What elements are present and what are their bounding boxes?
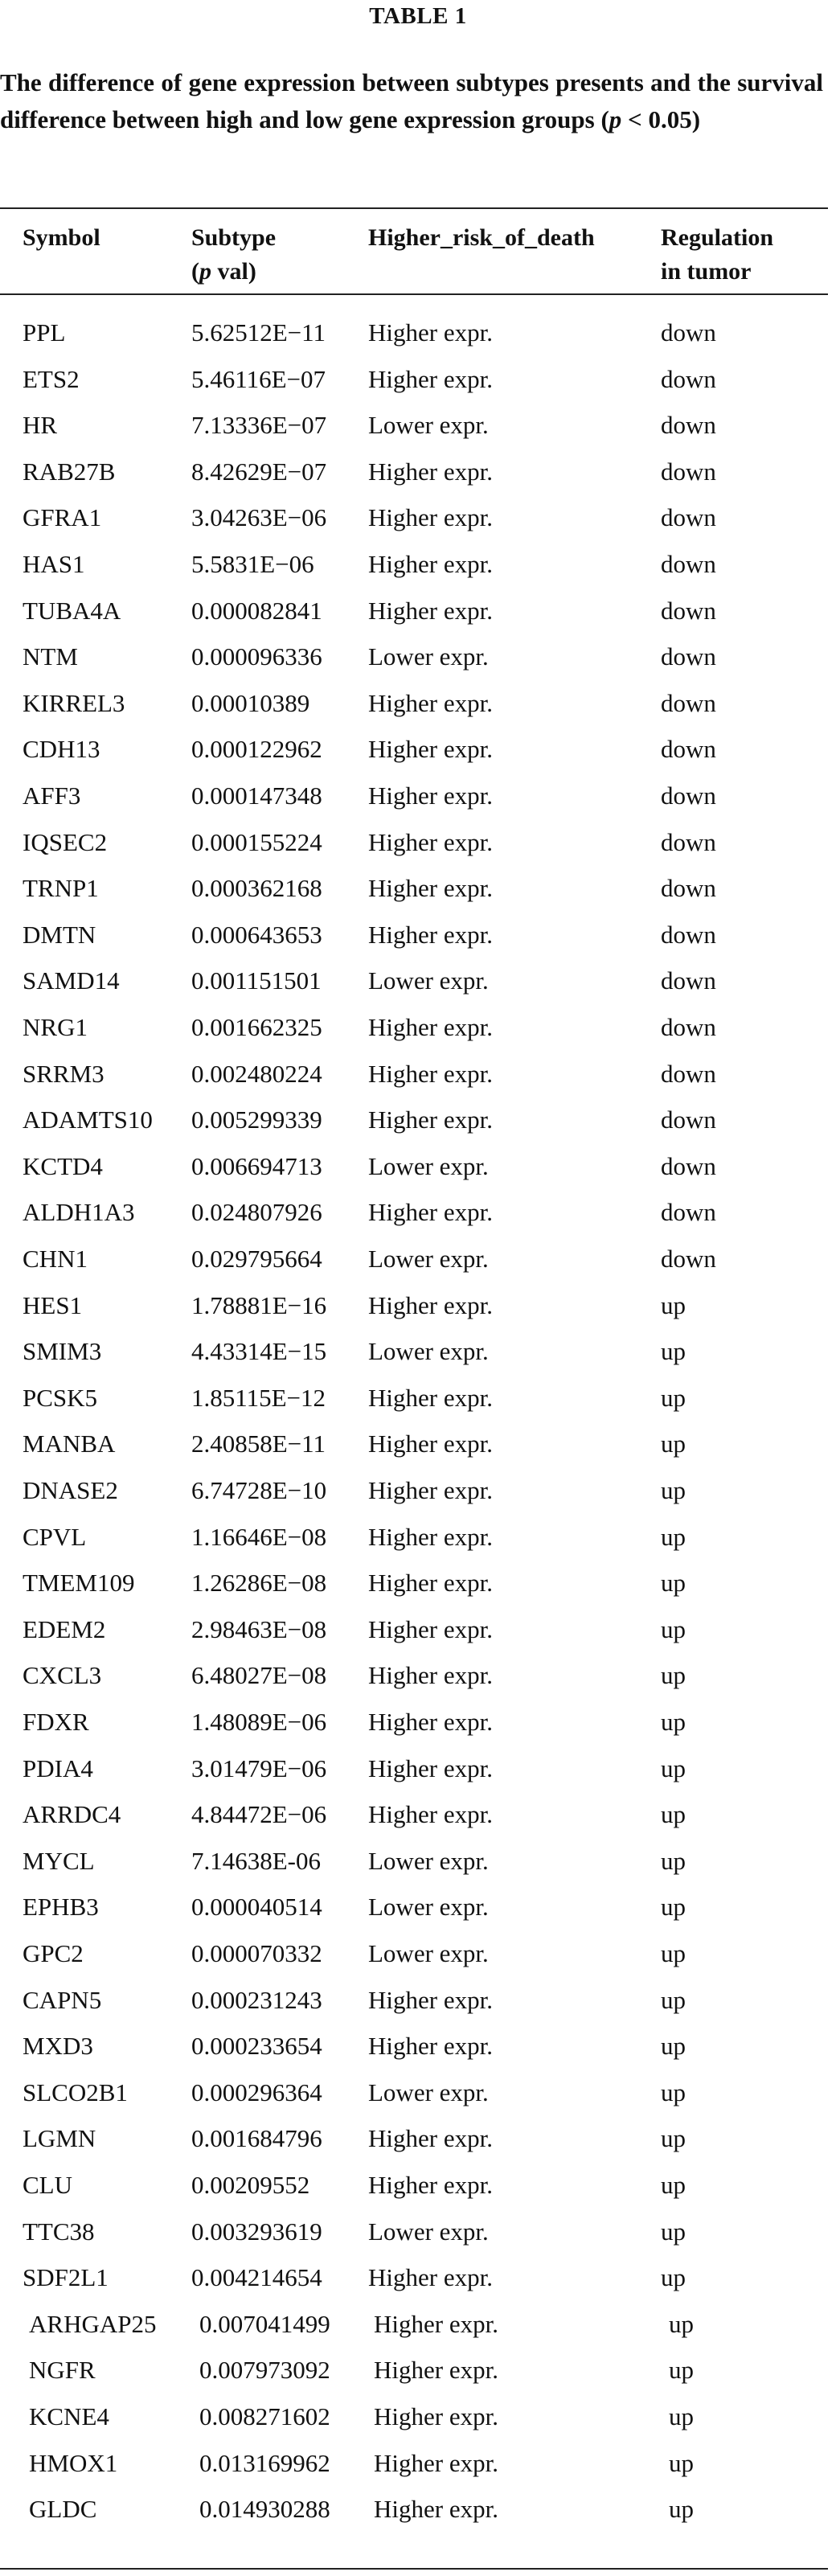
cell-risk: Higher expr. (368, 2032, 493, 2060)
table-row (0, 2214, 828, 2262)
cell-subtype-pval: 0.000296364 (191, 2078, 322, 2106)
cell-regulation: down (661, 597, 716, 625)
table-row (0, 2121, 828, 2168)
header-regulation-line1: Regulation (661, 224, 774, 251)
table-row (0, 454, 828, 502)
cell-symbol: PPL (23, 318, 66, 347)
cell-risk: Lower expr. (368, 1337, 489, 1365)
cell-regulation: up (669, 2449, 694, 2477)
table-row (0, 1844, 828, 1891)
cell-symbol: MXD3 (23, 2032, 93, 2060)
cell-risk: Lower expr. (368, 2078, 489, 2106)
cell-subtype-pval: 0.005299339 (191, 1105, 322, 1134)
cell-symbol: KIRREL3 (23, 689, 125, 717)
header-symbol: Symbol (23, 224, 100, 251)
cell-symbol: PCSK5 (23, 1384, 98, 1412)
cell-subtype-pval: 0.024807926 (191, 1198, 322, 1226)
cell-regulation: up (669, 2310, 694, 2338)
cell-risk: Higher expr. (368, 689, 493, 717)
cell-symbol: HMOX1 (29, 2449, 118, 2477)
table-row (0, 408, 828, 455)
cell-symbol: SAMD14 (23, 966, 120, 995)
cell-subtype-pval: 3.04263E−06 (191, 503, 327, 531)
cell-symbol: SMIM3 (23, 1337, 102, 1365)
cell-risk: Higher expr. (368, 1013, 493, 1041)
cell-subtype-pval: 1.85115E−12 (191, 1384, 326, 1412)
cell-symbol: MANBA (23, 1430, 116, 1458)
cell-risk: Lower expr. (368, 1245, 489, 1273)
cell-symbol: NRG1 (23, 1013, 88, 1041)
cell-regulation: up (661, 2078, 686, 2106)
cell-regulation: up (661, 1893, 686, 1921)
header-subtype-line1: Subtype (191, 224, 277, 251)
cell-regulation: down (661, 1152, 716, 1180)
cell-subtype-pval: 0.000155224 (191, 828, 322, 856)
cell-regulation: down (661, 365, 716, 393)
cell-subtype-pval: 0.014930288 (199, 2495, 330, 2523)
table-row (0, 1241, 828, 1289)
cell-regulation: up (661, 1847, 686, 1875)
table-row (0, 1704, 828, 1752)
cell-risk: Lower expr. (368, 1152, 489, 1180)
cell-risk: Higher expr. (374, 2310, 498, 2338)
header-risk: Higher_risk_of_death (368, 224, 595, 251)
cell-risk: Lower expr. (368, 966, 489, 995)
table-row (0, 732, 828, 779)
cell-risk: Higher expr. (368, 1291, 493, 1319)
cell-symbol: ETS2 (23, 365, 80, 393)
cell-symbol: CXCL3 (23, 1661, 102, 1689)
cell-subtype-pval: 0.001684796 (191, 2124, 322, 2152)
cell-regulation: up (661, 1291, 686, 1319)
cell-risk: Higher expr. (368, 1569, 493, 1597)
cell-subtype-pval: 0.003293619 (191, 2217, 322, 2246)
table-row (0, 2352, 828, 2400)
cell-risk: Higher expr. (368, 735, 493, 763)
cell-subtype-pval: 1.16646E−08 (191, 1523, 327, 1551)
cell-regulation: down (661, 1245, 716, 1273)
top-rule (0, 207, 828, 209)
cell-symbol: TRNP1 (23, 874, 99, 902)
cell-risk: Higher expr. (368, 2124, 493, 2152)
header-regulation (661, 221, 773, 289)
cell-risk: Higher expr. (368, 1060, 493, 1088)
table-row (0, 963, 828, 1011)
table-row (0, 315, 828, 363)
table-row (0, 639, 828, 687)
cell-regulation: up (661, 1569, 686, 1597)
cell-risk: Higher expr. (374, 2449, 498, 2477)
cell-regulation: up (661, 1800, 686, 1828)
cell-risk: Higher expr. (368, 318, 493, 347)
table-row (0, 778, 828, 826)
cell-subtype-pval: 0.000233654 (191, 2032, 322, 2060)
cell-risk: Higher expr. (368, 874, 493, 902)
cell-symbol: MYCL (23, 1847, 95, 1875)
cell-regulation: up (661, 1661, 686, 1689)
cell-symbol: FDXR (23, 1708, 89, 1736)
cell-risk: Higher expr. (368, 1754, 493, 1782)
cell-risk: Higher expr. (368, 2171, 493, 2199)
cell-subtype-pval: 4.84472E−06 (191, 1800, 327, 1828)
table-caption (0, 64, 823, 138)
cell-risk: Higher expr. (368, 1105, 493, 1134)
header-subtype-line2 (191, 255, 276, 289)
cell-symbol: HAS1 (23, 550, 85, 578)
cell-risk: Higher expr. (368, 1523, 493, 1551)
table-row (0, 1612, 828, 1659)
cell-subtype-pval: 0.002480224 (191, 1060, 322, 1088)
cell-regulation: down (661, 1013, 716, 1041)
cell-subtype-pval: 0.000096336 (191, 642, 322, 671)
table-row (0, 825, 828, 872)
cell-subtype-pval: 5.46116E−07 (191, 365, 326, 393)
cell-regulation: down (661, 411, 716, 439)
cell-subtype-pval: 1.48089E−06 (191, 1708, 327, 1736)
cell-regulation: down (661, 642, 716, 671)
cell-subtype-pval: 1.26286E−08 (191, 1569, 327, 1597)
cell-symbol: TUBA4A (23, 597, 121, 625)
cell-risk: Higher expr. (368, 457, 493, 486)
cell-symbol: NGFR (29, 2356, 96, 2384)
cell-subtype-pval: 0.013169962 (199, 2449, 330, 2477)
cell-risk: Higher expr. (368, 2263, 493, 2291)
table-row (0, 2492, 828, 2539)
cell-symbol: CHN1 (23, 1245, 88, 1273)
cell-symbol: SRRM3 (23, 1060, 104, 1088)
cell-risk: Lower expr. (368, 2217, 489, 2246)
cell-risk: Lower expr. (368, 411, 489, 439)
cell-risk: Higher expr. (368, 1384, 493, 1412)
cell-symbol: DNASE2 (23, 1476, 118, 1504)
cell-subtype-pval: 0.000082841 (191, 597, 322, 625)
table-row (0, 547, 828, 594)
cell-risk: Higher expr. (368, 1198, 493, 1226)
table-row (0, 1149, 828, 1196)
cell-symbol: HES1 (23, 1291, 83, 1319)
cell-subtype-pval: 6.48027E−08 (191, 1661, 327, 1689)
cell-symbol: ARRDC4 (23, 1800, 121, 1828)
cell-subtype-pval: 0.000070332 (191, 1939, 322, 1967)
cell-symbol: ADAMTS10 (23, 1105, 153, 1134)
cell-regulation: up (661, 1615, 686, 1643)
table-row (0, 1473, 828, 1520)
cell-risk: Higher expr. (368, 1661, 493, 1689)
cell-risk: Higher expr. (368, 1615, 493, 1643)
table-label: TABLE 1 (369, 3, 467, 29)
cell-risk: Higher expr. (368, 1986, 493, 2014)
cell-regulation: down (661, 457, 716, 486)
cell-subtype-pval: 0.001151501 (191, 966, 322, 995)
cell-symbol: SDF2L1 (23, 2263, 109, 2291)
table-row (0, 686, 828, 733)
cell-subtype-pval: 8.42629E−07 (191, 457, 327, 486)
cell-symbol: ALDH1A3 (23, 1198, 135, 1226)
cell-symbol: HR (23, 411, 58, 439)
caption-p-symbol: p (609, 105, 622, 133)
table-row (0, 1380, 828, 1428)
cell-regulation: down (661, 921, 716, 949)
cell-symbol: CPVL (23, 1523, 87, 1551)
cell-regulation: down (661, 689, 716, 717)
cell-regulation: down (661, 503, 716, 531)
cell-regulation: down (661, 1060, 716, 1088)
table-row (0, 1751, 828, 1799)
cell-subtype-pval: 7.14638E-06 (191, 1847, 322, 1875)
cell-symbol: NTM (23, 642, 78, 671)
cell-risk: Higher expr. (368, 828, 493, 856)
table-row (0, 917, 828, 965)
table-row (0, 1195, 828, 1242)
cell-regulation: up (669, 2356, 694, 2384)
cell-symbol: DMTN (23, 921, 96, 949)
table-row (0, 1010, 828, 1057)
cell-subtype-pval: 0.000040514 (191, 1893, 322, 1921)
cell-subtype-pval: 0.000362168 (191, 874, 322, 902)
cell-regulation: up (661, 2124, 686, 2152)
cell-subtype-pval: 2.40858E−11 (191, 1430, 326, 1458)
cell-regulation: up (661, 1986, 686, 2014)
cell-risk: Higher expr. (368, 781, 493, 810)
table-row (0, 2075, 828, 2123)
cell-symbol: EPHB3 (23, 1893, 99, 1921)
cell-risk: Higher expr. (368, 365, 493, 393)
cell-regulation: up (661, 1939, 686, 1967)
cell-regulation: up (661, 1384, 686, 1412)
cell-subtype-pval: 0.00209552 (191, 2171, 310, 2199)
cell-symbol: AFF3 (23, 781, 81, 810)
bottom-rule (0, 2568, 828, 2570)
table-row (0, 1658, 828, 1705)
table-row (0, 1426, 828, 1474)
table-row (0, 1565, 828, 1613)
cell-subtype-pval: 0.008271602 (199, 2402, 330, 2430)
cell-symbol: CAPN5 (23, 1986, 102, 2014)
table-row (0, 1288, 828, 1335)
cell-regulation: up (661, 2263, 686, 2291)
header-subtype (191, 221, 276, 289)
cell-risk: Higher expr. (374, 2402, 498, 2430)
cell-subtype-pval: 5.62512E−11 (191, 318, 326, 347)
cell-regulation: down (661, 550, 716, 578)
cell-regulation: up (661, 2171, 686, 2199)
table-row (0, 2260, 828, 2307)
cell-risk: Higher expr. (368, 921, 493, 949)
cell-regulation: down (661, 874, 716, 902)
cell-symbol: PDIA4 (23, 1754, 93, 1782)
cell-regulation: down (661, 966, 716, 995)
cell-risk: Lower expr. (368, 1893, 489, 1921)
cell-regulation: up (661, 1476, 686, 1504)
table-row (0, 500, 828, 548)
table-row (0, 1889, 828, 1937)
table-row (0, 362, 828, 409)
cell-risk: Higher expr. (368, 550, 493, 578)
cell-regulation: down (661, 828, 716, 856)
cell-subtype-pval: 0.000147348 (191, 781, 322, 810)
cell-symbol: KCTD4 (23, 1152, 103, 1180)
cell-regulation: up (661, 1708, 686, 1736)
cell-risk: Lower expr. (368, 642, 489, 671)
cell-symbol: SLCO2B1 (23, 2078, 128, 2106)
cell-risk: Lower expr. (368, 1847, 489, 1875)
cell-regulation: up (669, 2402, 694, 2430)
cell-symbol: GLDC (29, 2495, 97, 2523)
cell-symbol: TTC38 (23, 2217, 95, 2246)
header-subtype-open: ( (191, 258, 199, 285)
cell-subtype-pval: 3.01479E−06 (191, 1754, 327, 1782)
table-row (0, 1983, 828, 2030)
cell-risk: Higher expr. (368, 597, 493, 625)
cell-regulation: up (661, 1754, 686, 1782)
table-row (0, 2168, 828, 2215)
cell-regulation: down (661, 1105, 716, 1134)
header-regulation-line2: in tumor (661, 258, 752, 285)
table-row (0, 1797, 828, 1844)
cell-subtype-pval: 2.98463E−08 (191, 1615, 327, 1643)
table-row (0, 2307, 828, 2354)
table-row (0, 1056, 828, 1104)
cell-regulation: down (661, 1198, 716, 1226)
cell-risk: Lower expr. (368, 1939, 489, 1967)
table-row (0, 2446, 828, 2493)
header-subtype-p: p (199, 258, 211, 285)
cell-symbol: GPC2 (23, 1939, 84, 1967)
cell-subtype-pval: 0.007041499 (199, 2310, 330, 2338)
cell-subtype-pval: 0.004214654 (191, 2263, 322, 2291)
cell-symbol: RAB27B (23, 457, 116, 486)
cell-symbol: LGMN (23, 2124, 96, 2152)
caption-text: The difference of gene expression between subtypes presents and the survival difference between high and low gene expression groups ( (0, 68, 823, 133)
cell-subtype-pval: 1.78881E−16 (191, 1291, 327, 1319)
cell-risk: Higher expr. (368, 503, 493, 531)
cell-symbol: TMEM109 (23, 1569, 135, 1597)
cell-risk: Higher expr. (374, 2495, 498, 2523)
cell-symbol: GFRA1 (23, 503, 102, 531)
cell-symbol: KCNE4 (29, 2402, 109, 2430)
cell-symbol: EDEM2 (23, 1615, 106, 1643)
cell-regulation: down (661, 781, 716, 810)
cell-subtype-pval: 6.74728E−10 (191, 1476, 327, 1504)
table-row (0, 1334, 828, 1381)
cell-subtype-pval: 4.43314E−15 (191, 1337, 327, 1365)
cell-regulation: up (661, 1430, 686, 1458)
cell-subtype-pval: 0.029795664 (191, 1245, 322, 1273)
cell-symbol: ARHGAP25 (29, 2310, 157, 2338)
cell-subtype-pval: 0.000122962 (191, 735, 322, 763)
cell-subtype-pval: 7.13336E−07 (191, 411, 327, 439)
cell-symbol: CDH13 (23, 735, 100, 763)
cell-symbol: IQSEC2 (23, 828, 108, 856)
cell-subtype-pval: 0.007973092 (199, 2356, 330, 2384)
cell-risk: Higher expr. (368, 1430, 493, 1458)
table-row (0, 2399, 828, 2447)
table-row (0, 1102, 828, 1150)
cell-subtype-pval: 0.006694713 (191, 1152, 322, 1180)
table-row (0, 2028, 828, 2076)
table-row (0, 1936, 828, 1983)
header-subtype-rest: val) (211, 258, 256, 285)
cell-subtype-pval: 0.00010389 (191, 689, 310, 717)
cell-risk: Higher expr. (368, 1800, 493, 1828)
cell-subtype-pval: 0.000643653 (191, 921, 322, 949)
caption-threshold: < 0.05) (621, 105, 701, 133)
cell-regulation: up (661, 1523, 686, 1551)
cell-subtype-pval: 0.001662325 (191, 1013, 322, 1041)
cell-regulation: up (661, 2217, 686, 2246)
cell-regulation: down (661, 735, 716, 763)
cell-risk: Higher expr. (368, 1476, 493, 1504)
header-rule (0, 293, 828, 295)
cell-subtype-pval: 0.000231243 (191, 1986, 322, 2014)
cell-symbol: CLU (23, 2171, 72, 2199)
cell-risk: Higher expr. (368, 1708, 493, 1736)
cell-regulation: up (661, 2032, 686, 2060)
cell-regulation: up (669, 2495, 694, 2523)
table-row (0, 1520, 828, 1567)
cell-regulation: down (661, 318, 716, 347)
table-row (0, 871, 828, 918)
cell-regulation: up (661, 1337, 686, 1365)
table-row (0, 593, 828, 641)
cell-subtype-pval: 5.5831E−06 (191, 550, 314, 578)
cell-risk: Higher expr. (374, 2356, 498, 2384)
